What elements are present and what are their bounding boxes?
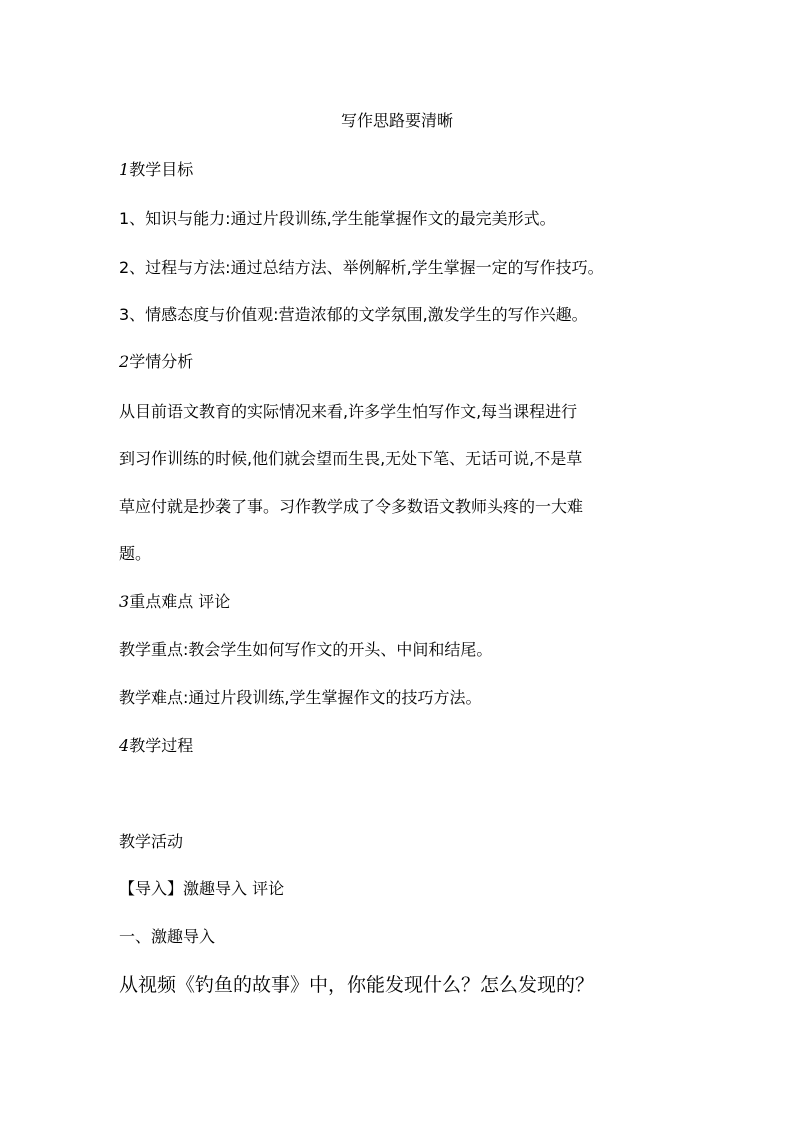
section-number: 1 bbox=[119, 160, 130, 179]
activity-question: 从视频《钓鱼的故事》中，你能发现什么？怎么发现的？ bbox=[119, 974, 595, 996]
activity-subheading: 一、激趣导入 bbox=[119, 927, 216, 946]
analysis-line: 从目前语文教育的实际情况来看,许多学生怕写作文,每当课程进行 bbox=[119, 402, 578, 421]
keypoint-item: 教学难点:通过片段训练,学生掌握作文的技巧方法。 bbox=[119, 688, 482, 707]
objective-item: 1、知识与能力:通过片段训练,学生能掌握作文的最完美形式。 bbox=[119, 209, 556, 228]
analysis-line: 到习作训练的时候,他们就会望而生畏,无处下笔、无话可说,不是草 bbox=[119, 449, 583, 468]
section-heading-process bbox=[119, 736, 193, 756]
section-number: 2 bbox=[119, 352, 130, 371]
section-label: 学情分析 bbox=[129, 352, 194, 371]
section-heading-objectives bbox=[119, 160, 193, 180]
analysis-line: 草应付就是抄袭了事。习作教学成了令多数语文教师头疼的一大难 bbox=[119, 497, 584, 516]
section-label: 重点难点 评论 bbox=[129, 592, 231, 611]
section-heading-analysis bbox=[119, 352, 193, 372]
section-number: 3 bbox=[119, 592, 130, 611]
analysis-line: 题。 bbox=[119, 544, 152, 563]
objective-item: 2、过程与方法:通过总结方法、举例解析,学生掌握一定的写作技巧。 bbox=[119, 258, 604, 277]
section-label: 教学目标 bbox=[129, 160, 194, 179]
objective-item: 3、情感态度与价值观:营造浓郁的文学氛围,激发学生的写作兴趣。 bbox=[119, 305, 588, 324]
section-number: 4 bbox=[119, 736, 130, 755]
keypoint-item: 教学重点:教会学生如何写作文的开头、中间和结尾。 bbox=[119, 640, 493, 659]
activity-label: 教学活动 bbox=[119, 832, 184, 851]
section-label: 教学过程 bbox=[129, 736, 194, 755]
section-heading-keypoints bbox=[119, 592, 230, 612]
activity-intro: 【导入】激趣导入 评论 bbox=[119, 879, 285, 898]
document-title: 写作思路要清晰 bbox=[340, 111, 453, 130]
